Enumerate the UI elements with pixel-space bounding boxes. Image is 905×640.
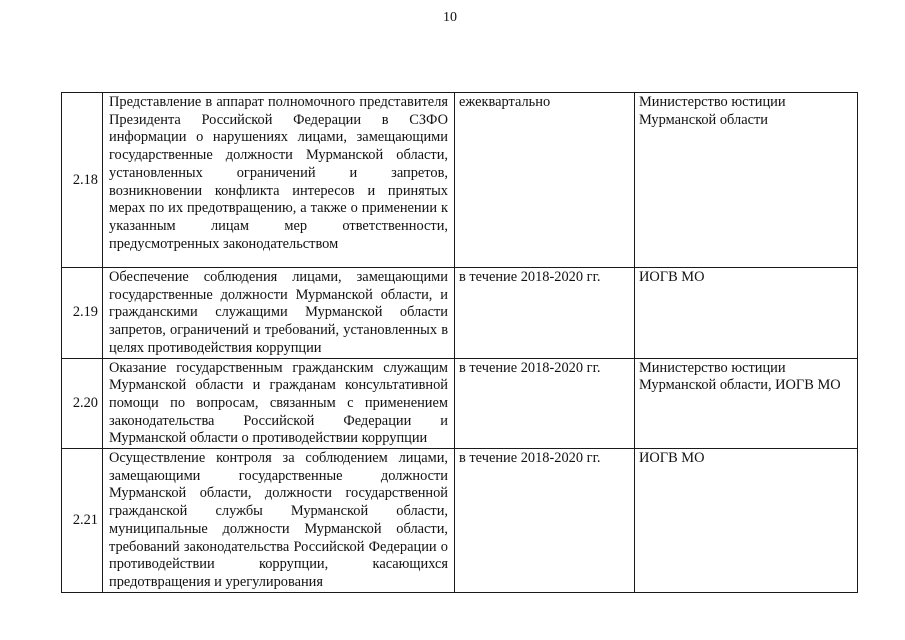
item-number: 2.20 [62,358,103,449]
table-row [62,358,858,449]
execution-term: в течение 2018-2020 гг. [455,449,635,593]
execution-term: ежеквартально [455,93,635,268]
responsible-executor: ИОГВ МО [635,268,858,359]
item-number: 2.18 [62,93,103,268]
measures-table [61,92,858,593]
execution-term: в течение 2018-2020 гг. [455,268,635,359]
table-row [62,449,858,593]
measure-description: Осуществление контроля за соблюдением лицами, замещающими государственные должности Мурманской области, должности государственной гражданской службы Мурманской области, муниципальные должности Мурманской области, требований законодательства Российской Федерации о противодействии коррупции, касающихся предотвращения и урегулирования [103,449,455,593]
item-number: 2.21 [62,449,103,593]
responsible-executor: Министерство юстиции Мурманской области [635,93,858,268]
execution-term: в течение 2018-2020 гг. [455,358,635,449]
table-row [62,93,858,268]
responsible-executor: ИОГВ МО [635,449,858,593]
measure-description: Представление в аппарат полномочного представителя Президента Российской Федерации в СЗФО информации о нарушениях лицами, замещающими государственные должности Мурманской области, установленных ограничений и запретов, возникновении конфликта интересов и принятых мерах по их предотвращению, а также о применении к указанным лицам мер ответственности, предусмотренных законодательством [103,93,455,268]
table-row [62,268,858,359]
measure-description: Оказание государственным гражданским служащим Мурманской области и гражданам консультативной помощи по вопросам, связанным с применением законодательства Российской Федерации и Мурманской области о противодействии коррупции [103,358,455,449]
item-number: 2.19 [62,268,103,359]
measure-description: Обеспечение соблюдения лицами, замещающими государственные должности Мурманской области, и гражданскими служащими Мурманской области запретов, ограничений и требований, установленных в целях противодействия коррупции [103,268,455,359]
page-number: 10 [443,10,457,25]
responsible-executor: Министерство юстиции Мурманской области, ИОГВ МО [635,358,858,449]
